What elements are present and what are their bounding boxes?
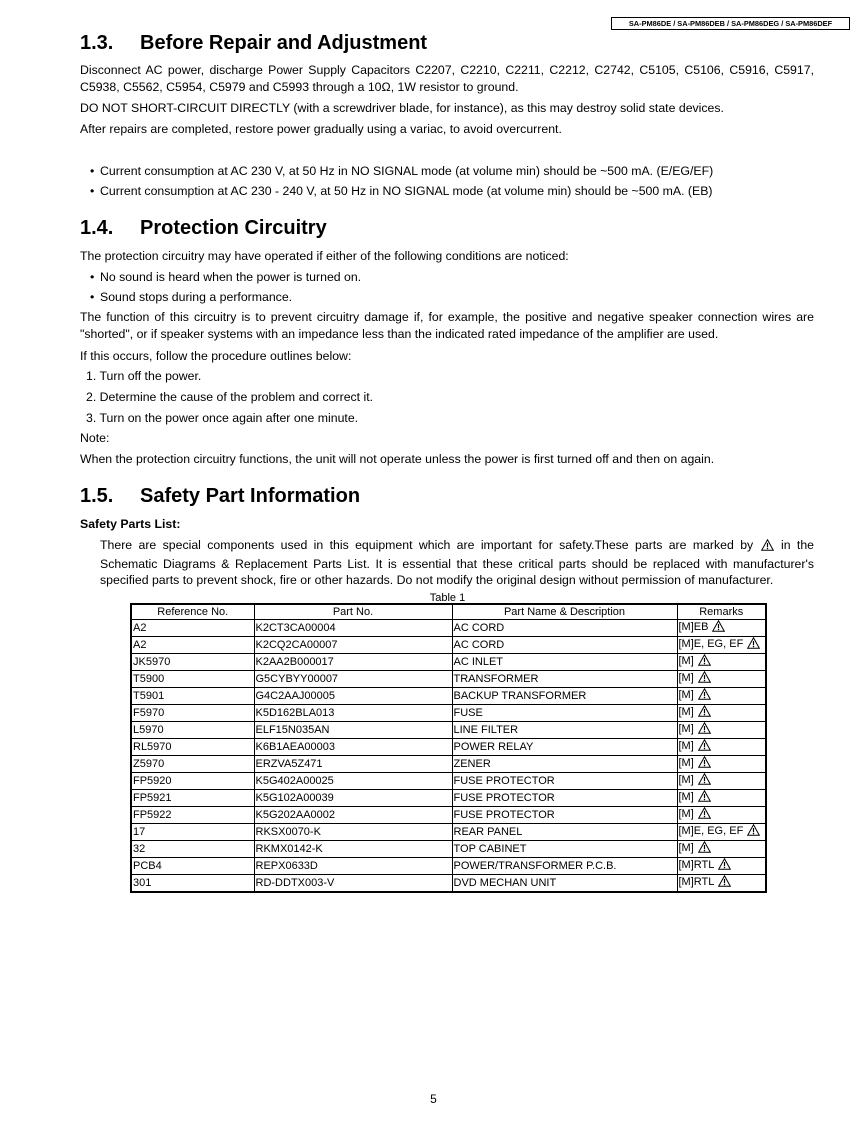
- reference-cell: A2: [131, 620, 254, 637]
- table-row: [131, 688, 766, 705]
- part-name-cell: POWER/TRANSFORMER P.C.B.: [452, 858, 677, 875]
- remarks-cell: [677, 858, 766, 875]
- table-row: [131, 637, 766, 654]
- part-number-cell: REPX0633D: [254, 858, 452, 875]
- remarks-text: [M]E, EG, EF: [678, 638, 744, 650]
- section-1-3-heading: [80, 31, 427, 55]
- section-title: Protection Circuitry: [140, 217, 327, 239]
- remarks-text: [M]EB: [678, 621, 709, 633]
- reference-cell: 17: [131, 824, 254, 841]
- warning-triangle-icon: [698, 705, 711, 721]
- table-row: [131, 858, 766, 875]
- remarks-cell: [677, 875, 766, 893]
- remarks-cell: [677, 756, 766, 773]
- warning-triangle-icon: [747, 637, 760, 653]
- remarks-text: [M]RTL: [678, 859, 715, 871]
- part-number-cell: K2CT3CA00004: [254, 620, 452, 637]
- reference-cell: T5900: [131, 671, 254, 688]
- part-number-cell: K6B1AEA00003: [254, 739, 452, 756]
- reference-cell: 301: [131, 875, 254, 893]
- remarks-cell: [677, 790, 766, 807]
- remarks-text: [M]: [678, 655, 694, 667]
- remarks-text: [M]: [678, 757, 694, 769]
- part-name-cell: FUSE PROTECTOR: [452, 790, 677, 807]
- part-number-cell: G5CYBYY00007: [254, 671, 452, 688]
- warning-triangle-icon: [698, 722, 711, 738]
- part-number-cell: G4C2AAJ00005: [254, 688, 452, 705]
- table-row: [131, 722, 766, 739]
- reference-cell: FP5921: [131, 790, 254, 807]
- part-name-cell: FUSE: [452, 705, 677, 722]
- table-row: [131, 756, 766, 773]
- part-number-cell: RD-DDTX003-V: [254, 875, 452, 893]
- part-name-cell: POWER RELAY: [452, 739, 677, 756]
- part-name-cell: BACKUP TRANSFORMER: [452, 688, 677, 705]
- protection-function-text: The function of this circuitry is to prevent circuitry damage if, for example, the positive and negative speaker connection wires are "shorted", or if speaker systems with an impedance less than the indicated rated impedance of the amplifier are used.: [80, 310, 814, 341]
- part-name-cell: TRANSFORMER: [452, 671, 677, 688]
- column-header: Part Name & Description: [452, 604, 677, 620]
- table-row: [131, 739, 766, 756]
- part-number-cell: K5G202AA0002: [254, 807, 452, 824]
- list-item: 1. Turn off the power.: [86, 369, 202, 383]
- remarks-cell: [677, 739, 766, 756]
- remarks-cell: [677, 671, 766, 688]
- list-item: • Sound stops during a performance.: [90, 290, 293, 304]
- section-1-4-heading: [80, 216, 327, 240]
- remarks-cell: [677, 824, 766, 841]
- bullet-icon: •: [90, 164, 95, 178]
- column-header: Reference No.: [131, 604, 254, 620]
- section-number: 1.3.: [80, 32, 114, 54]
- part-name-cell: LINE FILTER: [452, 722, 677, 739]
- reference-cell: 32: [131, 841, 254, 858]
- remarks-text: [M]: [678, 723, 694, 735]
- reference-cell: FP5922: [131, 807, 254, 824]
- remarks-cell: [677, 637, 766, 654]
- reference-cell: T5901: [131, 688, 254, 705]
- table-row: [131, 807, 766, 824]
- warning-triangle-icon: [698, 739, 711, 755]
- section-number: 1.5.: [80, 485, 114, 507]
- part-name-cell: REAR PANEL: [452, 824, 677, 841]
- remarks-text: [M]: [678, 689, 694, 701]
- safety-parts-table: [130, 603, 767, 893]
- section-number: 1.4.: [80, 217, 114, 239]
- remarks-cell: [677, 807, 766, 824]
- warning-triangle-icon: [747, 824, 760, 840]
- reference-cell: PCB4: [131, 858, 254, 875]
- warning-triangle-icon: [698, 688, 711, 704]
- remarks-text: [M]E, EG, EF: [678, 825, 744, 837]
- part-name-cell: AC CORD: [452, 620, 677, 637]
- discharge-instruction: Disconnect AC power, discharge Power Supply Capacitors C2207, C2210, C2211, C2212, C2742, C5105, C5106, C5916, C5917, C5938, C5562, C5954, C5979 and C5993 through a 10Ω, 1W resistor to ground.: [80, 63, 814, 94]
- part-name-cell: AC CORD: [452, 637, 677, 654]
- remarks-text: [M]RTL: [678, 876, 715, 888]
- remarks-text: [M]: [678, 672, 694, 684]
- safety-intro-paragraph: There are special components used in this equipment which are important for safety.These parts are marked by in the Schematic Diagrams & Replacement Parts List. It is essential that these critical parts should be replaced with manufacturer's specified parts to prevent shock, fire or other hazards. Do not modify the original design without permission of manufacturer.: [100, 538, 814, 587]
- note-label: Note:: [80, 431, 110, 445]
- part-number-cell: K5G402A00025: [254, 773, 452, 790]
- section-1-5-heading: [80, 484, 360, 508]
- part-number-cell: RKSX0070-K: [254, 824, 452, 841]
- table-header-row: [131, 604, 766, 620]
- list-item: 2. Determine the cause of the problem and correct it.: [86, 390, 374, 404]
- bullet-icon: •: [90, 270, 95, 284]
- bullet-icon: •: [90, 184, 95, 198]
- remarks-cell: [677, 841, 766, 858]
- reference-cell: F5970: [131, 705, 254, 722]
- remarks-text: [M]: [678, 706, 694, 718]
- part-number-cell: ELF15N035AN: [254, 722, 452, 739]
- reference-cell: JK5970: [131, 654, 254, 671]
- part-number-cell: K2CQ2CA00007: [254, 637, 452, 654]
- part-name-cell: TOP CABINET: [452, 841, 677, 858]
- table-row: [131, 620, 766, 637]
- note-text: When the protection circuitry functions, the unit will not operate unless the power is first turned off and then on again.: [80, 452, 715, 466]
- warning-triangle-icon: [698, 654, 711, 670]
- table-row: [131, 654, 766, 671]
- reference-cell: A2: [131, 637, 254, 654]
- list-item: 3. Turn on the power once again after one minute.: [86, 411, 359, 425]
- part-number-cell: K5D162BLA013: [254, 705, 452, 722]
- remarks-text: [M]: [678, 740, 694, 752]
- protection-intro: The protection circuitry may have operated if either of the following conditions are noticed:: [80, 249, 569, 263]
- bullet-icon: •: [90, 290, 95, 304]
- short-circuit-warning: DO NOT SHORT-CIRCUIT DIRECTLY (with a screwdriver blade, for instance), as this may destroy solid state devices.: [80, 101, 724, 115]
- remarks-cell: [677, 722, 766, 739]
- part-name-cell: DVD MECHAN UNIT: [452, 875, 677, 893]
- list-item: • No sound is heard when the power is turned on.: [90, 270, 362, 284]
- warning-triangle-icon: [698, 790, 711, 806]
- table-row: [131, 824, 766, 841]
- list-item: • Current consumption at AC 230 - 240 V, at 50 Hz in NO SIGNAL mode (at volume min) should be ~500 mA. (EB): [90, 184, 713, 198]
- column-header: Part No.: [254, 604, 452, 620]
- part-number-cell: K2AA2B000017: [254, 654, 452, 671]
- warning-triangle-icon: [698, 841, 711, 857]
- part-name-cell: FUSE PROTECTOR: [452, 807, 677, 824]
- table-row: [131, 705, 766, 722]
- warning-triangle-icon: [698, 773, 711, 789]
- table-row: [131, 671, 766, 688]
- part-name-cell: ZENER: [452, 756, 677, 773]
- warning-triangle-icon: [698, 807, 711, 823]
- table-row: [131, 773, 766, 790]
- table-row: [131, 790, 766, 807]
- part-number-cell: ERZVA5Z471: [254, 756, 452, 773]
- remarks-text: [M]: [678, 791, 694, 803]
- page-number: 5: [430, 1092, 437, 1106]
- remarks-cell: [677, 688, 766, 705]
- warning-triangle-icon: [712, 620, 725, 636]
- column-header: Remarks: [677, 604, 766, 620]
- remarks-text: [M]: [678, 842, 694, 854]
- part-number-cell: RKMX0142-K: [254, 841, 452, 858]
- remarks-cell: [677, 773, 766, 790]
- reference-cell: FP5920: [131, 773, 254, 790]
- list-item: • Current consumption at AC 230 V, at 50 Hz in NO SIGNAL mode (at volume min) should be ~500 mA. (E/EG/EF): [90, 164, 714, 178]
- remarks-cell: [677, 705, 766, 722]
- reference-cell: RL5970: [131, 739, 254, 756]
- table-caption: Table 1: [429, 592, 466, 604]
- restore-power-text: After repairs are completed, restore power gradually using a variac, to avoid overcurrent.: [80, 122, 562, 136]
- procedure-intro: If this occurs, follow the procedure outlines below:: [80, 349, 352, 363]
- table-row: [131, 875, 766, 893]
- reference-cell: L5970: [131, 722, 254, 739]
- part-number-cell: K5G102A00039: [254, 790, 452, 807]
- safety-parts-list-title: Safety Parts List:: [80, 517, 181, 531]
- remarks-cell: [677, 654, 766, 671]
- warning-triangle-icon: [698, 756, 711, 772]
- model-number-box: SA-PM86DE / SA-PM86DEB / SA-PM86DEG / SA-PM86DEF: [611, 17, 850, 30]
- warning-triangle-icon: [718, 858, 731, 874]
- table-row: [131, 841, 766, 858]
- reference-cell: Z5970: [131, 756, 254, 773]
- section-title: Before Repair and Adjustment: [140, 32, 428, 54]
- part-name-cell: AC INLET: [452, 654, 677, 671]
- part-name-cell: FUSE PROTECTOR: [452, 773, 677, 790]
- warning-triangle-icon: [698, 671, 711, 687]
- warning-triangle-icon: [761, 539, 774, 556]
- remarks-text: [M]: [678, 808, 694, 820]
- remarks-text: [M]: [678, 774, 694, 786]
- warning-triangle-icon: [718, 875, 731, 891]
- remarks-cell: [677, 620, 766, 637]
- section-title: Safety Part Information: [140, 485, 361, 507]
